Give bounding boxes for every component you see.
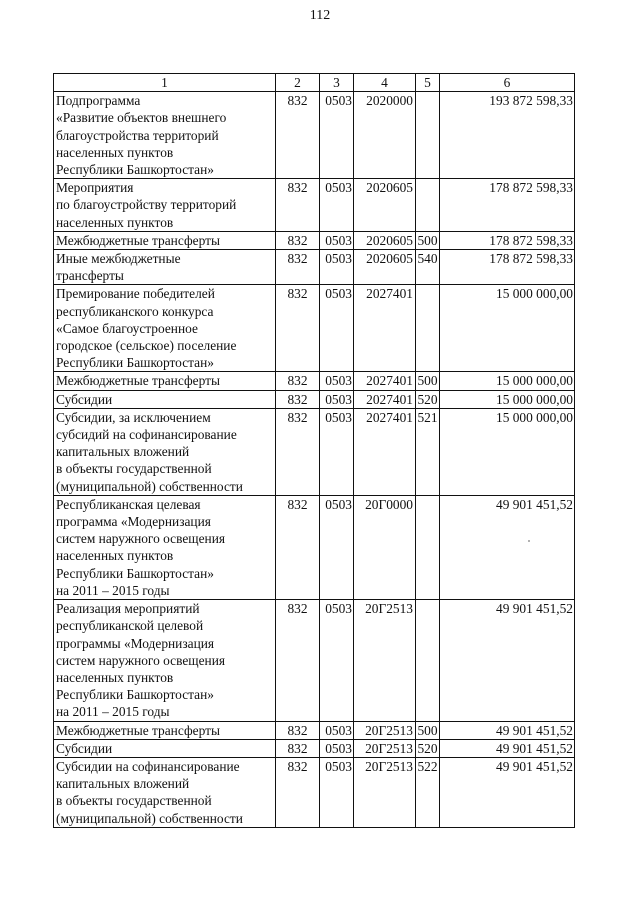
row-col-5: 500	[417, 722, 438, 738]
row-col-3: 0503	[320, 285, 354, 372]
row-col-2: 832	[276, 372, 320, 390]
row-col-3: 0503	[320, 757, 354, 827]
header-cell-1: 1	[54, 74, 276, 92]
table-row	[54, 495, 575, 599]
row-col-4: 2020605	[354, 250, 416, 285]
budget-table	[53, 73, 575, 828]
header-cell-5: 5	[416, 74, 440, 92]
row-col-4: 20Г2513	[354, 757, 416, 827]
table-row	[54, 231, 575, 249]
header-row	[54, 74, 575, 92]
row-col-3: 0503	[320, 739, 354, 757]
row-col-5	[416, 92, 440, 179]
table-row	[54, 390, 575, 408]
row-col-3: 0503	[320, 495, 354, 599]
row-col-2: 832	[276, 250, 320, 285]
row-col-2: 832	[276, 757, 320, 827]
row-amount: 178 872 598,33	[440, 179, 575, 232]
header-cell-4: 4	[354, 74, 416, 92]
header-cell-2: 2	[276, 74, 320, 92]
row-col-4: 20Г2513	[354, 600, 416, 721]
page-number: 112	[309, 8, 331, 23]
row-name: Субсидии	[54, 390, 276, 408]
row-col-2: 832	[276, 92, 320, 179]
row-col-2: 832	[276, 721, 320, 739]
row-col-5: 540	[416, 250, 440, 285]
table-row	[54, 285, 575, 372]
row-name: Субсидии, за исключением субсидий на софинансирование капитальных вложений в объекты государственной (муниципальной) собственности	[54, 408, 276, 495]
row-col-5	[416, 179, 440, 232]
row-col-3: 0503	[320, 372, 354, 390]
row-col-2: 832	[276, 390, 320, 408]
row-col-4: 2020000	[354, 92, 416, 179]
row-col-2: 832	[276, 739, 320, 757]
row-name: Межбюджетные трансферты	[54, 372, 276, 390]
row-name: Республиканская целевая программа «Модернизация систем наружного освещения населенных пунктов Республики Башкортостан» на 2011 – 2015 годы	[54, 495, 276, 599]
row-col-4: 2027401	[354, 372, 416, 390]
row-col-4: 20Г0000	[354, 495, 416, 599]
row-name: Премирование победителей республиканского конкурса «Самое благоустроенное городское (сельское) поселение Республики Башкортостан»	[54, 285, 276, 372]
table-row	[54, 250, 575, 285]
row-col-2: 832	[276, 179, 320, 232]
scan-speck	[528, 540, 530, 542]
row-amount: 178 872 598,33	[440, 250, 575, 285]
table-row	[54, 739, 575, 757]
row-col-5: 500	[417, 232, 438, 248]
table-row	[54, 600, 575, 721]
row-name: Мероприятия по благоустройству территорий населенных пунктов	[54, 179, 276, 232]
row-col-3: 0503	[320, 250, 354, 285]
row-col-4: 20Г2513	[354, 739, 416, 757]
row-col-4: 2020605	[354, 179, 416, 232]
row-col-5: 520	[417, 740, 438, 756]
table-row	[54, 721, 575, 739]
row-col-3: 0503	[320, 408, 354, 495]
row-amount: 15 000 000,00	[440, 285, 575, 372]
row-col-5	[416, 495, 440, 599]
row-amount: 15 000 000,00	[440, 390, 575, 408]
row-col-3: 0503	[320, 92, 354, 179]
row-amount: 49 901 451,52	[440, 757, 575, 827]
row-col-5: 520	[417, 391, 438, 407]
row-col-5: 521	[416, 408, 440, 495]
row-amount: 193 872 598,33	[440, 92, 575, 179]
row-col-2: 832	[276, 285, 320, 372]
row-col-4: 2027401	[354, 408, 416, 495]
row-col-3: 0503	[320, 179, 354, 232]
row-amount: 178 872 598,33	[440, 231, 575, 249]
row-col-3: 0503	[320, 390, 354, 408]
row-col-4: 20Г2513	[354, 721, 416, 739]
row-name: Иные межбюджетные трансферты	[54, 250, 276, 285]
row-amount: 49 901 451,52	[440, 739, 575, 757]
row-name: Межбюджетные трансферты	[54, 231, 276, 249]
row-col-5: 522	[416, 757, 440, 827]
table-row	[54, 408, 575, 495]
row-col-2: 832	[276, 231, 320, 249]
row-col-5	[416, 285, 440, 372]
row-amount: 15 000 000,00	[440, 372, 575, 390]
table-row	[54, 757, 575, 827]
row-amount: 49 901 451,52	[440, 721, 575, 739]
row-col-4: 2020605	[354, 231, 416, 249]
row-col-2: 832	[276, 408, 320, 495]
header-cell-3: 3	[320, 74, 354, 92]
row-amount: 15 000 000,00	[440, 408, 575, 495]
row-col-3: 0503	[320, 721, 354, 739]
row-col-3: 0503	[320, 231, 354, 249]
row-col-2: 832	[276, 495, 320, 599]
row-name: Субсидии	[54, 739, 276, 757]
table-row	[54, 92, 575, 179]
row-amount: 49 901 451,52	[440, 495, 575, 599]
row-col-5: 500	[417, 373, 438, 389]
row-col-2: 832	[276, 600, 320, 721]
row-name: Реализация мероприятий республиканской целевой программы «Модернизация систем наружного освещения населенных пунктов Республики Башкортостан» на 2011 – 2015 годы	[54, 600, 276, 721]
table-row	[54, 179, 575, 232]
row-name: Субсидии на софинансирование капитальных вложений в объекты государственной (муниципальной) собственности	[54, 757, 276, 827]
row-col-3: 0503	[320, 600, 354, 721]
row-col-4: 2027401	[354, 390, 416, 408]
table-row	[54, 372, 575, 390]
header-cell-6: 6	[440, 74, 575, 92]
row-name: Подпрограмма «Развитие объектов внешнего благоустройства территорий населенных пунктов Республики Башкортостан»	[54, 92, 276, 179]
row-col-5	[416, 600, 440, 721]
row-amount: 49 901 451,52	[440, 600, 575, 721]
row-col-4: 2027401	[354, 285, 416, 372]
row-name: Межбюджетные трансферты	[54, 721, 276, 739]
